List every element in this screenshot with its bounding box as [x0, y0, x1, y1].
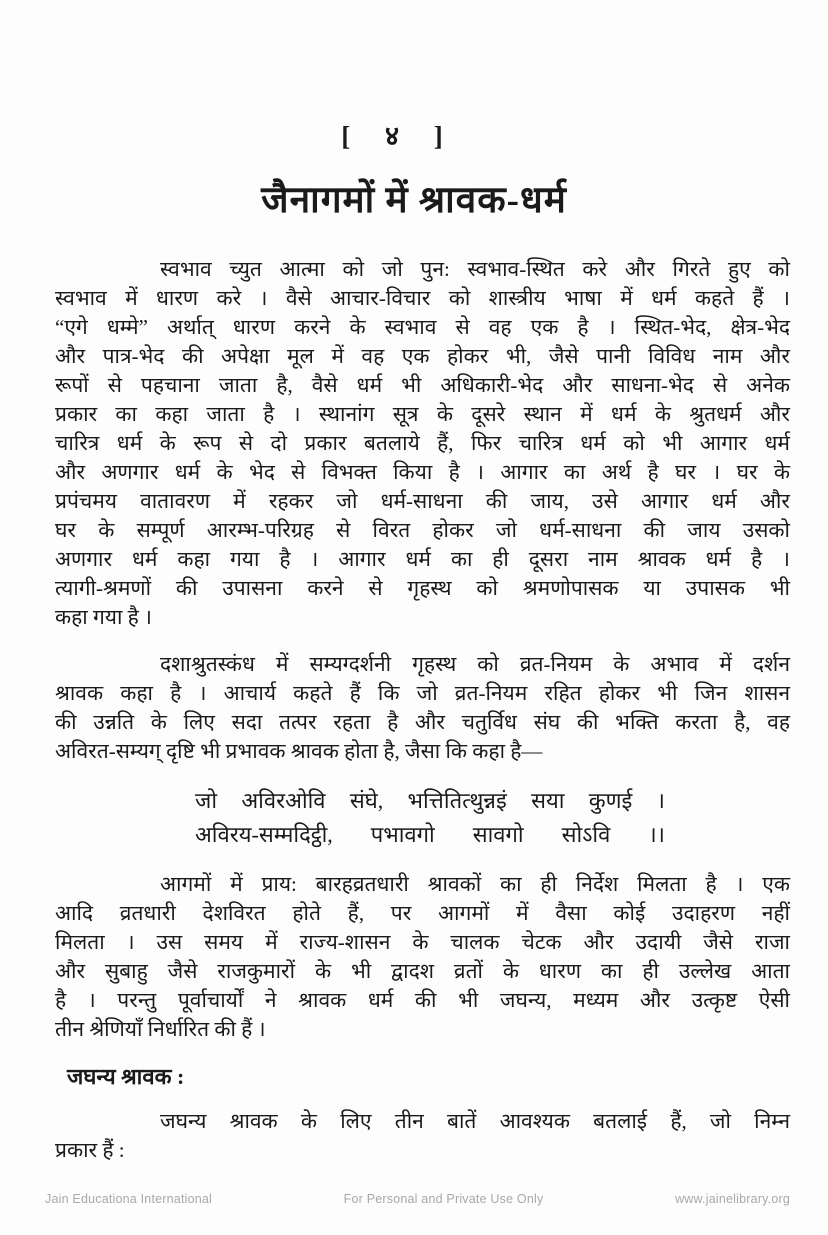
text-line: “एगे धम्मे” अर्थात् धारण करने के स्वभाव से वह एक है । स्थित-भेद, क्षेत्र-भेद [55, 315, 790, 339]
text-line: रूपों से पहचाना जाता है, वैसे धर्म भी अधिकारी-भेद और साधना-भेद से अनेक [55, 373, 790, 397]
text-line: त्यागी-श्रमणों की उपासना करने से गृहस्थ को श्रमणोपासक या उपासक भी [55, 576, 790, 600]
section-heading: जघन्य श्रावक : [67, 1064, 185, 1089]
page-number: [ ४ ] [341, 121, 457, 151]
page-footer [45, 1192, 790, 1206]
text-line: अणगार धर्म कहा गया है । आगार धर्म का ही दूसरा नाम श्रावक धर्म है । [55, 547, 790, 571]
text-line: जो अविरओवि संघे, भत्तितित्थुन्नइं सया कुणई । [195, 788, 665, 813]
text-line: तीन श्रेणियाँ निर्धारित की हैं । [55, 1017, 266, 1041]
footer-website: www.jainelibrary.org [675, 1192, 790, 1206]
paragraph [55, 255, 790, 632]
text-line: और पात्र-भेद की अपेक्षा मूल में वह एक होकर भी, जैसे पानी विविध नाम और [55, 344, 790, 368]
verse-block [195, 784, 665, 852]
text-line: और अणगार धर्म के भेद से विभक्त किया है । आगार का अर्थ है घर । घर के [55, 460, 790, 484]
text-line: आगमों में प्राय: बारहव्रतधारी श्रावकों का ही निर्देश मिलता है । एक [160, 872, 790, 896]
text-line: अविरत-सम्यग् दृष्टि भी प्रभावक श्रावक होता है, जैसा कि कहा है— [55, 739, 543, 763]
paragraph [55, 870, 790, 1044]
text-line: श्रावक कहा है । आचार्य कहते हैं कि जो व्रत-नियम रहित होकर भी जिन शासन [55, 681, 790, 705]
text-body [55, 255, 790, 1183]
text-line: दशाश्रुतस्कंध में सम्यग्दर्शनी गृहस्थ को व्रत-नियम के अभाव में दर्शन [160, 652, 790, 676]
footer-publisher: Jain Educationa International [45, 1192, 213, 1206]
paragraph [55, 1107, 790, 1165]
page-title: जैनागमों में श्रावक-धर्म [261, 180, 567, 221]
text-line: कहा गया है । [55, 605, 153, 629]
text-line: घर के सम्पूर्ण आरम्भ-परिग्रह से विरत होकर जो धर्म-साधना की जाय उसको [55, 518, 790, 542]
text-line: प्रकार का कहा जाता है । स्थानांग सूत्र के दूसरे स्थान में धर्म के श्रुतधर्म और [55, 402, 790, 426]
paragraph [55, 650, 790, 766]
text-line: की उन्नति के लिए सदा तत्पर रहता है और चतुर्विध संघ की भक्ति करता है, वह [55, 710, 790, 734]
text-line: और सुबाहु जैसे राजकुमारों के भी द्वादश व्रतों के धारण का ही उल्लेख आता [55, 959, 790, 983]
text-line: प्रकार हैं : [55, 1138, 125, 1162]
text-line: प्रपंचमय वातावरण में रहकर जो धर्म-साधना की जाय, उसे आगार धर्म और [55, 489, 790, 513]
text-line: स्वभाव च्युत आत्मा को जो पुन: स्वभाव-स्थित करे और गिरते हुए को [160, 257, 790, 281]
text-line: आदि व्रतधारी देशविरत होते हैं, पर आगमों में वैसा कोई उदाहरण नहीं [55, 901, 790, 925]
footer-usage-note: For Personal and Private Use Only [343, 1192, 544, 1206]
text-line: स्वभाव में धारण करे । वैसे आचार-विचार को शास्त्रीय भाषा में धर्म कहते हैं । [55, 286, 790, 310]
text-line: चारित्र धर्म के रूप से दो प्रकार बतलाये हैं, फिर चारित्र धर्म को भी आगार धर्म [55, 431, 790, 455]
text-line: है । परन्तु पूर्वाचार्यों ने श्रावक धर्म की भी जघन्य, मध्यम और उत्कृष्ट ऐसी [55, 988, 790, 1012]
text-line: अविरय-सम्मदिट्ठी, पभावगो सावगो सोऽवि ।। [195, 822, 665, 847]
text-line: जघन्य श्रावक के लिए तीन बातें आवश्यक बतलाई हैं, जो निम्न [160, 1109, 790, 1133]
text-line: मिलता । उस समय में राज्य-शासन के चालक चेटक और उदायी जैसे राजा [55, 930, 790, 954]
